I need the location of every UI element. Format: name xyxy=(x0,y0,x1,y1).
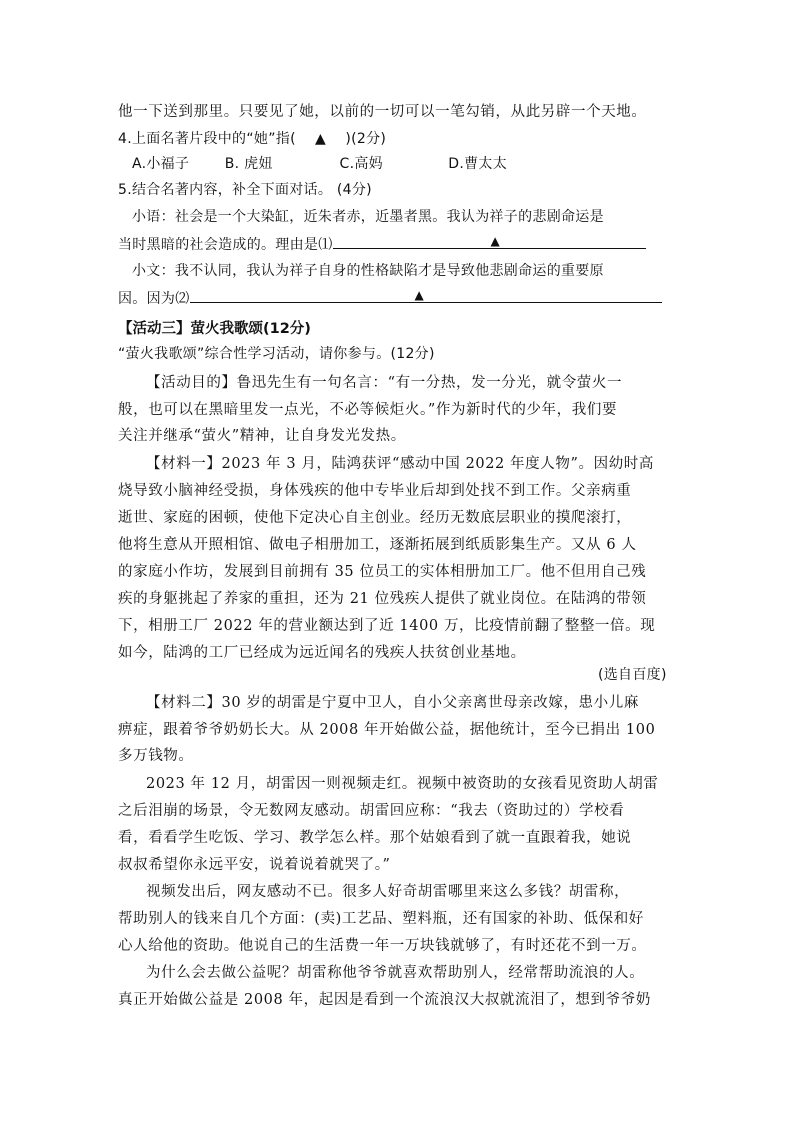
material-2-line: 看，看看学生吃饭、学习、教学怎么样。那个姑娘看到了就一直跟着我，她说 xyxy=(118,830,632,846)
answer-mark: ▲ xyxy=(414,288,425,302)
material-1-line: 如今，陆鸿的工厂已经成为远近闻名的残疾人扶贫创业基地。 xyxy=(118,645,526,661)
answer-blank-2[interactable] xyxy=(190,286,662,303)
material-2-line: 叔叔希望你永远平安，说着说着就哭了。” xyxy=(118,857,391,873)
question-4 xyxy=(118,128,386,150)
text-line: 他一下送到那里。只要见了她，以前的一切可以一笔勾销，从此另辟一个天地。 xyxy=(118,104,647,120)
material-2-line: 为什么会去做公益呢？胡雷称他爷爷就喜欢帮助别人，经常帮助流浪的人。 xyxy=(146,965,645,981)
option-a: A.小福子 xyxy=(132,156,190,172)
dialogue-xiaoyu-2-text: 当时黑暗的社会造成的。理由是⑴ xyxy=(118,237,333,253)
answer-mark: ▲ xyxy=(315,131,327,147)
material-1-line: 烧导致小脑神经受损，身体残疾的他中专毕业后却到处找不到工作。父亲病重 xyxy=(118,483,632,499)
option-b: B. 虎妞 xyxy=(224,156,273,172)
material-2-line: 痹症，跟着爷爷奶奶长大。从 2008 年开始做公益，据他统计，至今已捐出 100 xyxy=(118,722,656,738)
dialogue-xiaowen-2 xyxy=(118,286,662,310)
option-d: D.曹太太 xyxy=(448,156,508,172)
material-1-line: 逝世、家庭的困顿，使他下定决心自主创业。经历无数底层职业的摸爬滚打， xyxy=(118,510,632,526)
dialogue-xiaowen-1: 小文：我不认同，我认为祥子自身的性格缺陷才是导致他悲剧命运的重要原 xyxy=(132,263,604,279)
question-4-stem: 4.上面名著片段中的“她”指( xyxy=(118,131,296,147)
answer-blank-1[interactable] xyxy=(333,232,646,249)
material-2-line: 【材料二】30 岁的胡雷是宁夏中卫人，自小父亲离世母亲改嫁，患小儿麻 xyxy=(146,695,639,711)
material-1-line: 【材料一】2023 年 3 月，陆鸿获评“感动中国 2022 年度人物”。因幼时高 xyxy=(146,456,654,472)
material-1-source: (选自百度) xyxy=(598,667,667,683)
answer-mark: ▲ xyxy=(490,234,501,248)
activity-3-intro: “萤火我歌颂”综合性学习活动，请你参与。(12分) xyxy=(118,346,435,362)
material-1-line: 的家庭小作坊，发展到目前拥有 35 位员工的实体相册加工厂。他不但用自己残 xyxy=(118,564,647,580)
material-1-line: 他将生意从开照相馆、做电子相册加工，逐渐拓展到纸质影集生产。又从 6 人 xyxy=(118,537,637,553)
material-2-line: 之后泪崩的场景，令无数网友感动。胡雷回应称：“我去（资助过的）学校看 xyxy=(118,803,625,819)
material-2-line: 帮助别人的钱来自几个方面：(卖)工艺品、塑料瓶，还有国家的补助、低保和好 xyxy=(118,911,644,927)
question-4-options xyxy=(132,153,507,175)
material-2-line: 视频发出后，网友感动不已。很多人好奇胡雷哪里来这么多钱？胡雷称， xyxy=(146,884,630,900)
material-2-line: 2023 年 12 月，胡雷因一则视频走红。视频中被资助的女孩看见资助人胡雷 xyxy=(146,776,659,792)
material-2-line: 真正开始做公益是 2008 年，起因是看到一个流浪汉大叔就流泪了，想到爷爷奶 xyxy=(118,992,651,1008)
dialogue-xiaowen-2-text: 因。因为⑵ xyxy=(118,291,190,307)
question-5: 5.结合名著内容，补全下面对话。 (4分) xyxy=(118,182,372,198)
goal-line-3: 关注并继承“萤火”精神，让自身发光发热。 xyxy=(118,428,406,444)
material-2-line: 心人给他的资助。他说自己的生活费一年一万块钱就够了，有时还花不到一万。 xyxy=(118,938,647,954)
dialogue-xiaoyu-2 xyxy=(118,232,646,256)
material-1-line: 下，相册工厂 2022 年的营业额达到了近 1400 万，比疫情前翻了整整一倍。现 xyxy=(118,618,656,634)
goal-line-2: 般，也可以在黑暗里发一点光，不必等候炬火。”作为新时代的少年，我们要 xyxy=(118,402,618,418)
question-4-score: )(2分) xyxy=(345,131,387,147)
section-title-activity-3: 【活动三】萤火我歌颂(12分) xyxy=(118,321,311,337)
material-2-line: 多万钱物。 xyxy=(118,748,194,764)
option-c: C.高妈 xyxy=(339,156,383,172)
material-1-line: 疾的身躯挑起了养家的重担，还为 21 位残疾人提供了就业岗位。在陆鸿的带领 xyxy=(118,591,647,607)
dialogue-xiaoyu-1: 小语：社会是一个大染缸，近朱者赤，近墨者黑。我认为祥子的悲剧命运是 xyxy=(132,209,604,225)
goal-line-1: 【活动目的】鲁迅先生有一句名言：“有一分热，发一分光，就令萤火一 xyxy=(146,375,623,391)
